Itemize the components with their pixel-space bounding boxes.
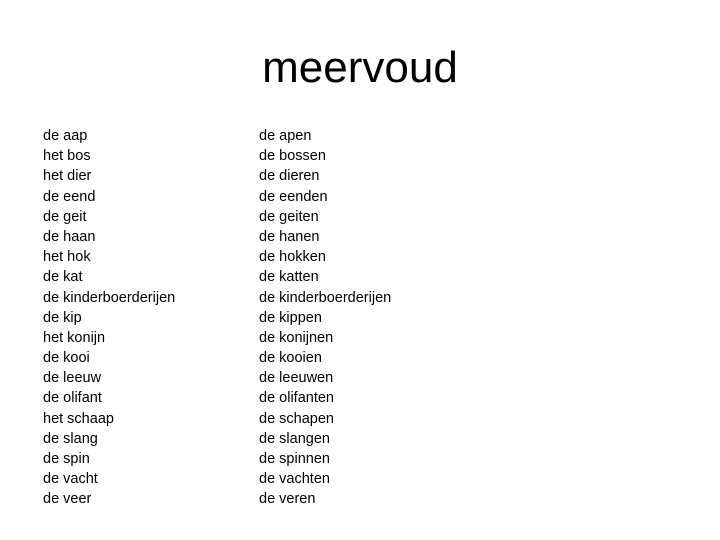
plural-item: de geiten [259,208,319,225]
plural-item: de vachten [259,471,330,488]
singular-item: de leeuw [43,370,102,387]
singular-item: de haan [43,228,96,245]
plural-item: de katten [259,269,319,286]
singular-item: de kinderboerderijen [43,289,176,306]
singular-item: de olifant [43,390,102,407]
singular-item: de kooi [43,350,90,367]
plural-item: de kippen [259,309,322,326]
slide-title-text: meervoud [262,43,458,92]
plural-item: de apen [259,128,312,144]
plural-item: de leeuwen [259,370,334,387]
plural-item: de kooien [259,350,322,367]
plural-item: de konijnen [259,329,334,346]
singular-item: het dier [43,168,92,185]
plural-item: de eenden [259,188,328,205]
plural-item: de kinderboerderijen [259,289,392,306]
plural-item: de olifanten [259,390,334,407]
plural-item: de veren [259,491,316,508]
plural-item: de bossen [259,148,326,165]
singular-item: de kat [43,269,83,286]
singular-item: de slang [43,430,98,447]
singular-item: het bos [43,148,91,165]
singular-item: de kip [43,309,82,326]
singular-item: de geit [43,208,87,225]
singular-item: het konijn [43,329,106,346]
plural-item: de hokken [259,249,326,266]
plural-item: de slangen [259,430,330,447]
plural-item: de schapen [259,410,334,427]
singular-item: de vacht [43,471,98,488]
plural-list [259,126,391,510]
plural-item: de hanen [259,228,320,245]
singular-item: het hok [43,249,91,266]
plural-item: de spinnen [259,451,330,467]
plural-item: de dieren [259,168,320,185]
singular-list [43,126,175,510]
singular-item: de aap [43,128,88,144]
singular-item: de spin [43,451,90,467]
slide-title [0,40,720,96]
singular-item: de eend [43,188,96,205]
singular-item: het schaap [43,410,114,427]
singular-item: de veer [43,491,92,508]
